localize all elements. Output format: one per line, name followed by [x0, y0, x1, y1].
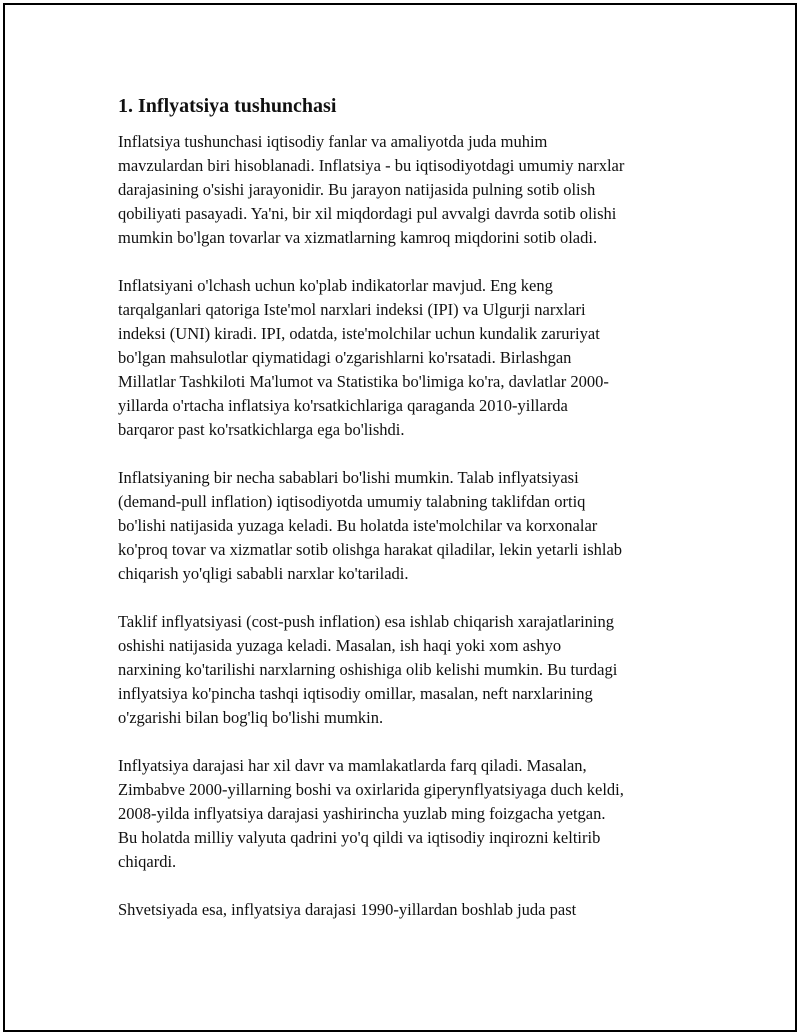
paragraph-line: indeksi (UNI) kiradi. IPI, odatda, iste'molchilar uchun kundalik zaruriyat [118, 324, 600, 343]
paragraph-line: bo'lgan mahsulotlar qiymatidagi o'zgarishlarni ko'rsatadi. Birlashgan [118, 348, 572, 367]
paragraph-line: (demand-pull inflation) iqtisodiyotda umumiy talabning taklifdan ortiq [118, 492, 586, 511]
paragraph-line: qobiliyati pasayadi. Ya'ni, bir xil miqdordagi pul avvalgi davrda sotib olishi [118, 204, 617, 223]
paragraph-line: chiqardi. [118, 852, 177, 871]
paragraph-line: ko'proq tovar va xizmatlar sotib olishga harakat qiladilar, lekin yetarli ishlab [118, 540, 623, 559]
paragraph-line: barqaror past ko'rsatkichlarga ega bo'lishdi. [118, 420, 405, 439]
paragraph-line: Bu holatda milliy valyuta qadrini yo'q qildi va iqtisodiy inqirozni keltirib [118, 828, 601, 847]
paragraph-line: inflyatsiya ko'pincha tashqi iqtisodiy omillar, masalan, neft narxlarining [118, 684, 593, 703]
paragraph-line: Zimbabve 2000-yillarning boshi va oxirlarida giperynflyatsiyaga duch keldi, [118, 780, 624, 799]
paragraph-line: mumkin bo'lgan tovarlar va xizmatlarning kamroq miqdorini sotib oladi. [118, 228, 598, 247]
paragraph [118, 898, 696, 922]
paragraph-line: narxining ko'tarilishi narxlarning oshishiga olib kelishi mumkin. Bu turdagi [118, 660, 618, 679]
paragraph [118, 130, 696, 250]
paragraph [118, 274, 696, 442]
paragraph-list [118, 130, 696, 922]
paragraph-line: Inflatsiyaning bir necha sabablari bo'lishi mumkin. Talab inflyatsiyasi [118, 468, 579, 487]
paragraph-line: bo'lishi natijasida yuzaga keladi. Bu holatda iste'molchilar va korxonalar [118, 516, 598, 535]
paragraph [118, 754, 696, 874]
paragraph-line: mavzulardan biri hisoblanadi. Inflatsiya - bu iqtisodiyotdagi umumiy narxlar [118, 156, 625, 175]
paragraph-line: 2008-yilda inflyatsiya darajasi yashirincha yuzlab ming foizgacha yetgan. [118, 804, 606, 823]
paragraph-line: darajasining o'sishi jarayonidir. Bu jarayon natijasida pulning sotib olish [118, 180, 596, 199]
paragraph-line: Millatlar Tashkiloti Ma'lumot va Statistika bo'limiga ko'ra, davlatlar 2000- [118, 372, 609, 391]
paragraph-line: Shvetsiyada esa, inflyatsiya darajasi 1990-yillardan boshlab juda past [118, 900, 577, 919]
section-heading: 1. Inflyatsiya tushunchasi [118, 95, 337, 117]
paragraph [118, 610, 696, 730]
paragraph-line: tarqalganlari qatoriga Iste'mol narxlari indeksi (IPI) va Ulgurji narxlari [118, 300, 586, 319]
paragraph-line: Inflatsiya tushunchasi iqtisodiy fanlar va amaliyotda juda muhim [118, 132, 548, 151]
paragraph-line: chiqarish yo'qligi sababli narxlar ko'tariladi. [118, 564, 409, 583]
paragraph-line: Inflyatsiya darajasi har xil davr va mamlakatlarda farq qiladi. Masalan, [118, 756, 587, 775]
paragraph [118, 466, 696, 586]
document-body [118, 94, 696, 946]
paragraph-line: o'zgarishi bilan bog'liq bo'lishi mumkin. [118, 708, 384, 727]
paragraph-line: oshishi natijasida yuzaga keladi. Masalan, ish haqi yoki xom ashyo [118, 636, 562, 655]
paragraph-line: Inflatsiyani o'lchash uchun ko'plab indikatorlar mavjud. Eng keng [118, 276, 553, 295]
paragraph-line: Taklif inflyatsiyasi (cost-push inflation) esa ishlab chiqarish xarajatlarining [118, 612, 614, 631]
paragraph-line: yillarda o'rtacha inflatsiya ko'rsatkichlariga qaraganda 2010-yillarda [118, 396, 568, 415]
